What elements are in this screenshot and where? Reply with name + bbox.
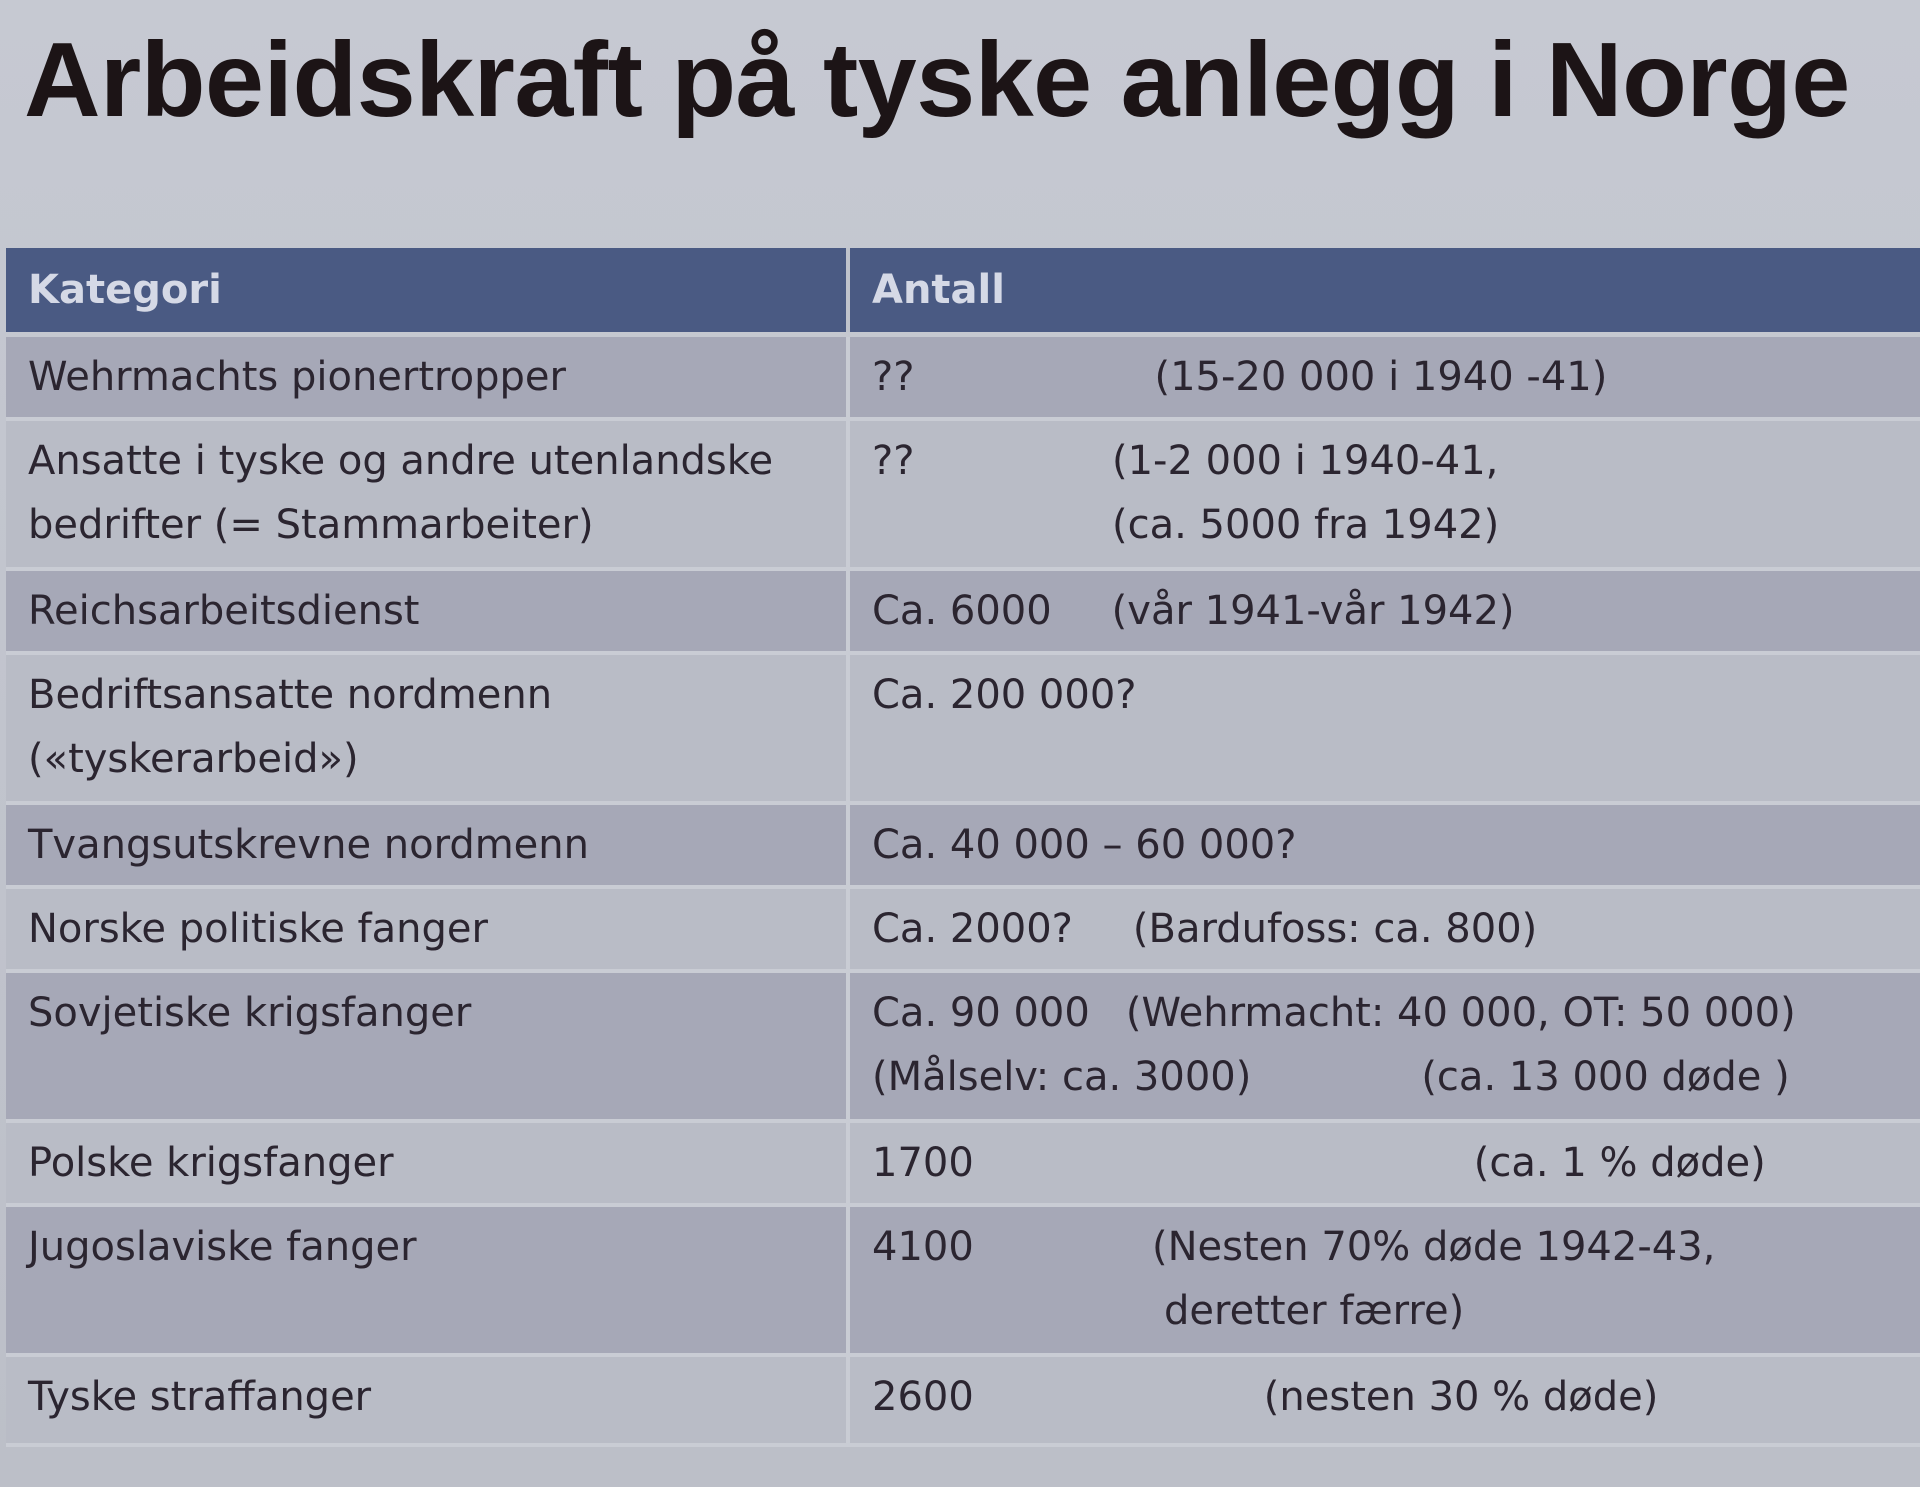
antall-note: deretter færre) [1164, 1288, 1465, 1334]
antall-note: (1-2 000 i 1940-41, [1112, 438, 1499, 484]
antall-line [872, 663, 1920, 727]
antall-value: 2600 [872, 1374, 974, 1420]
kategori-line: («tyskerarbeid») [28, 736, 359, 782]
antall-value: Ca. 6000 [872, 588, 1052, 634]
kategori-line: Tyske straffanger [28, 1374, 372, 1420]
cell-antall [848, 1121, 1920, 1205]
table-row [6, 653, 1920, 803]
antall-note: (ca. 1 % døde) [1473, 1140, 1766, 1186]
antall-note: (Bardufoss: ca. 800) [1132, 906, 1538, 952]
kategori-line: Wehrmachts pionertropper [28, 354, 566, 400]
cell-antall [848, 653, 1920, 803]
antall-line [872, 1045, 1920, 1109]
antall-line [872, 1365, 1920, 1429]
cell-kategori [6, 887, 848, 971]
antall-line [872, 897, 1920, 961]
kategori-line: Ansatte i tyske og andre utenlandske [28, 438, 774, 484]
kategori-line: Reichsarbeitsdienst [28, 588, 420, 634]
slide-title: Arbeidskraft på tyske anlegg i Norge [24, 21, 1850, 139]
antall-line [872, 1279, 1920, 1343]
kategori-line: Norske politiske fanger [28, 906, 488, 952]
antall-note: (ca. 5000 fra 1942) [1112, 502, 1500, 548]
kategori-line: Bedriftsansatte nordmenn [28, 672, 553, 718]
antall-value: 1700 [872, 1140, 974, 1186]
table-row [6, 1121, 1920, 1205]
cell-antall [848, 971, 1920, 1121]
antall-value: Ca. 2000? [872, 906, 1073, 952]
table-row [6, 803, 1920, 887]
antall-value: (Målselv: ca. 3000) [872, 1054, 1252, 1100]
antall-note: (vår 1941-vår 1942) [1111, 588, 1515, 634]
cell-kategori [6, 419, 848, 569]
cell-antall [848, 803, 1920, 887]
kategori-line: bedrifter (= Stammarbeiter) [28, 502, 594, 548]
table-header-row [6, 248, 1920, 335]
cell-kategori [6, 1121, 848, 1205]
cell-kategori [6, 803, 848, 887]
cell-antall [848, 1205, 1920, 1355]
antall-value: Ca. 40 000 – 60 000? [872, 822, 1297, 868]
antall-line: 4100 (Nesten 70% døde 1942-43, [872, 1215, 1920, 1279]
antall-note: (15-20 000 i 1940 -41) [1154, 354, 1608, 400]
cell-kategori [6, 653, 848, 803]
cell-kategori [6, 971, 848, 1121]
antall-line [872, 981, 1920, 1045]
kategori-line: Jugoslaviske fanger [28, 1224, 417, 1270]
cell-kategori [6, 569, 848, 653]
cell-kategori [6, 1205, 848, 1355]
labor-table-container [6, 248, 1920, 1487]
antall-line [872, 345, 1920, 409]
header-antall: Antall [848, 248, 1920, 335]
antall-value: ?? [872, 354, 915, 400]
cell-antall [848, 569, 1920, 653]
antall-value: Ca. 90 000 [872, 990, 1090, 1036]
table-row [6, 1355, 1920, 1445]
cell-antall [848, 335, 1920, 420]
kategori-line: Polske krigsfanger [28, 1140, 394, 1186]
antall-note: (ca. 13 000 døde ) [1421, 1054, 1790, 1100]
cell-kategori [6, 335, 848, 420]
antall-line [872, 579, 1920, 643]
antall-line: ?? (1-2 000 i 1940-41, [872, 429, 1920, 493]
labor-table [6, 248, 1920, 1447]
antall-line [872, 493, 1920, 557]
antall-line [872, 813, 1920, 877]
table-row [6, 1205, 1920, 1355]
kategori-line: Sovjetiske krigsfanger [28, 990, 472, 1036]
table-row [6, 335, 1920, 420]
cell-antall [848, 887, 1920, 971]
cell-antall [848, 419, 1920, 569]
antall-note: (Nesten 70% døde 1942-43, [1152, 1224, 1716, 1270]
kategori-line: Tvangsutskrevne nordmenn [28, 822, 589, 868]
antall-line [872, 1131, 1920, 1195]
header-kategori: Kategori [6, 248, 848, 335]
table-row [6, 569, 1920, 653]
table-row [6, 971, 1920, 1121]
table-row [6, 419, 1920, 569]
antall-value: Ca. 200 000? [872, 672, 1137, 718]
antall-note: (nesten 30 % døde) [1263, 1374, 1659, 1420]
cell-antall [848, 1355, 1920, 1445]
table-row [6, 887, 1920, 971]
cell-kategori [6, 1355, 848, 1445]
antall-note: (Wehrmacht: 40 000, OT: 50 000) [1125, 990, 1796, 1036]
